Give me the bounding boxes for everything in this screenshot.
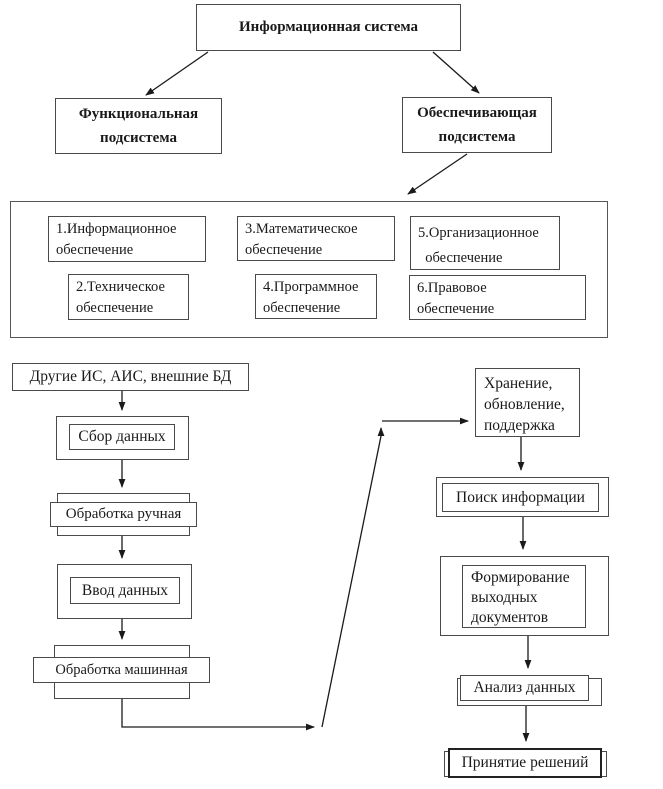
node-data-collection <box>56 416 189 460</box>
node-mathematical-support-line1: 3.Математическое <box>245 221 358 237</box>
node-information-search <box>436 477 609 517</box>
node-data-collection-label: Сбор данных <box>78 428 166 446</box>
node-organizational-support-line2: обеспечение <box>418 250 503 266</box>
node-information-system-label: Информационная система <box>239 19 418 36</box>
node-other-sources <box>12 363 249 391</box>
node-technical-support-line1: 2.Техническое <box>76 279 165 295</box>
node-storage <box>475 368 580 437</box>
node-software-support <box>255 274 377 319</box>
node-storage-line1: Хранение, <box>484 375 553 392</box>
arrow-machine-elbow <box>122 699 314 727</box>
node-functional-line1: Функциональная <box>78 105 199 122</box>
node-output-documents-line3: документов <box>471 609 549 626</box>
node-functional-line2: подсистема <box>100 129 177 146</box>
node-output-documents-inner <box>462 565 586 628</box>
node-technical-support <box>68 274 189 320</box>
node-other-sources-label: Другие ИС, АИС, внешние БД <box>29 368 232 386</box>
node-organizational-support-line1: 5.Организационное <box>418 225 539 241</box>
arrow-diagonal-up <box>322 428 381 727</box>
node-information-support-line2: обеспечение <box>56 242 134 258</box>
node-machine-processing <box>33 657 210 683</box>
arrow-providing-to-provision <box>408 154 467 194</box>
node-data-input-label: Ввод данных <box>81 581 169 599</box>
node-legal-support <box>409 275 586 320</box>
node-decision-making-label: Принятие решений <box>461 754 589 771</box>
node-software-support-line2: обеспечение <box>263 300 341 316</box>
node-data-analysis-label: Анализ данных <box>473 679 576 696</box>
node-legal-support-line1: 6.Правовое <box>417 280 487 296</box>
node-machine-processing-label: Обработка машинная <box>55 661 188 678</box>
node-storage-line3: поддержка <box>484 417 555 434</box>
node-legal-support-line2: обеспечение <box>417 301 495 317</box>
node-information-support-line1: 1.Информационное <box>56 221 177 237</box>
node-output-documents-line1: Формирование <box>471 569 570 586</box>
arrow-root-to-functional <box>146 52 208 95</box>
node-technical-support-line2: обеспечение <box>76 300 154 316</box>
node-information-search-inner <box>442 483 599 512</box>
node-providing-line1: Обеспечивающая <box>417 104 537 121</box>
node-mathematical-support-line2: обеспечение <box>245 242 323 258</box>
node-output-documents-line2: выходных <box>471 589 538 606</box>
node-providing-subsystem <box>402 97 552 153</box>
node-decision-making <box>448 748 602 778</box>
node-data-collection-inner <box>69 424 175 450</box>
node-functional-subsystem <box>55 98 222 154</box>
node-software-support-line1: 4.Программное <box>263 279 359 295</box>
node-data-input-inner <box>70 577 180 604</box>
node-manual-processing <box>50 502 197 527</box>
node-organizational-support <box>410 216 560 270</box>
node-information-search-label: Поиск информации <box>456 488 585 506</box>
node-data-input <box>57 564 192 619</box>
node-mathematical-support <box>237 216 395 261</box>
node-output-documents <box>440 556 609 636</box>
node-information-system <box>196 4 461 51</box>
node-data-analysis <box>460 675 589 701</box>
node-storage-line2: обновление, <box>484 396 565 413</box>
node-manual-processing-label: Обработка ручная <box>65 506 182 522</box>
arrow-root-to-providing <box>433 52 479 93</box>
node-information-support <box>48 216 206 262</box>
node-providing-line2: подсистема <box>438 128 516 145</box>
